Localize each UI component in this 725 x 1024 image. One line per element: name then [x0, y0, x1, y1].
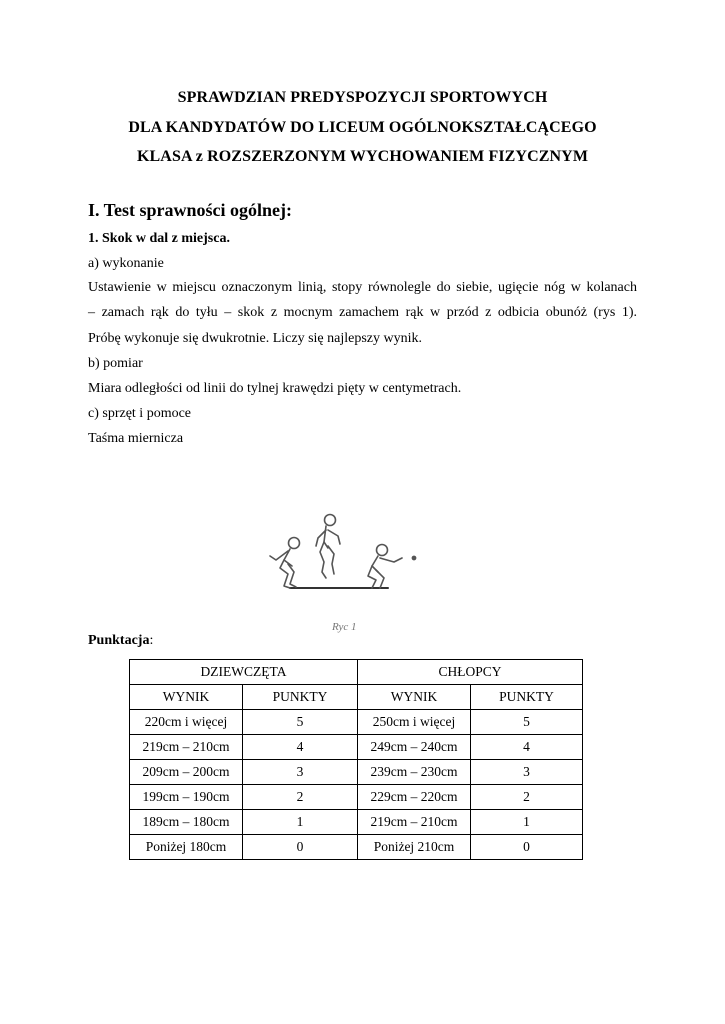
girls-result-cell: 189cm – 180cm — [130, 810, 243, 835]
boys-result-cell: 239cm – 230cm — [358, 760, 471, 785]
standing-long-jump-illustration — [260, 508, 440, 640]
document-title-line-1: SPRAWDZIAN PREDYSPOZYCJI SPORTOWYCH — [177, 89, 548, 106]
girls-points-cell: 1 — [243, 810, 358, 835]
table-column-header-row — [130, 685, 583, 710]
girls-result-cell: 220cm i więcej — [130, 710, 243, 735]
girls-result-cell: 219cm – 210cm — [130, 735, 243, 760]
boys-result-cell: Poniżej 210cm — [358, 835, 471, 860]
boys-points-cell: 1 — [471, 810, 583, 835]
table-row — [130, 785, 583, 810]
table-group-header-row — [130, 660, 583, 685]
scoring-table — [129, 659, 583, 860]
boys-points-cell: 2 — [471, 785, 583, 810]
boys-result-cell: 229cm – 220cm — [358, 785, 471, 810]
girls-points-cell: 2 — [243, 785, 358, 810]
figure-caption: Ryc 1 — [332, 621, 357, 633]
scoring-label — [88, 633, 153, 649]
execution-text-line-3: Próbę wykonuje się dwukrotnie. Liczy się najlepszy wynik. — [88, 331, 422, 346]
execution-label: a) wykonanie — [88, 256, 164, 271]
document-title-line-2: DLA KANDYDATÓW DO LICEUM OGÓLNOKSZTAŁCĄCEGO — [128, 119, 597, 136]
table-row — [130, 710, 583, 735]
boys-points-cell: 3 — [471, 760, 583, 785]
boys-result-cell: 219cm – 210cm — [358, 810, 471, 835]
table-row — [130, 760, 583, 785]
girls-points-cell: 4 — [243, 735, 358, 760]
measurement-text: Miara odległości od linii do tylnej krawędzi pięty w centymetrach. — [88, 381, 462, 396]
test-title: 1. Skok w dal z miejsca. — [88, 231, 230, 246]
boys-points-header: PUNKTY — [471, 685, 583, 710]
girls-points-cell: 0 — [243, 835, 358, 860]
girls-points-cell: 5 — [243, 710, 358, 735]
execution-text-line-1: Ustawienie w miejscu oznaczonym linią, stopy równolegle do siebie, ugięcie nóg w kolanach — [88, 280, 637, 295]
girls-points-cell: 3 — [243, 760, 358, 785]
girls-points-header: PUNKTY — [243, 685, 358, 710]
document-title-line-3: KLASA z ROZSZERZONYM WYCHOWANIEM FIZYCZNYM — [136, 148, 589, 165]
boys-points-cell: 0 — [471, 835, 583, 860]
table-row — [130, 835, 583, 860]
girls-result-header: WYNIK — [130, 685, 243, 710]
scoring-label-text: Punktacja — [88, 633, 150, 648]
boys-result-header: WYNIK — [358, 685, 471, 710]
scoring-label-colon: : — [149, 633, 154, 648]
boys-result-cell: 250cm i więcej — [358, 710, 471, 735]
boys-result-cell: 249cm – 240cm — [358, 735, 471, 760]
girls-result-cell: Poniżej 180cm — [130, 835, 243, 860]
measurement-label: b) pomiar — [88, 356, 143, 371]
jump-figure — [260, 508, 440, 640]
table-row — [130, 735, 583, 760]
girls-result-cell: 199cm – 190cm — [130, 785, 243, 810]
boys-header: CHŁOPCY — [358, 660, 583, 685]
girls-header: DZIEWCZĘTA — [130, 660, 358, 685]
boys-points-cell: 5 — [471, 710, 583, 735]
execution-text-line-2: – zamach rąk do tyłu – skok z mocnym zamachem rąk w przód z odbicia obunóż (rys 1). — [88, 305, 637, 320]
section-heading: I. Test sprawności ogólnej: — [88, 200, 293, 220]
boys-points-cell: 4 — [471, 735, 583, 760]
girls-result-cell: 209cm – 200cm — [130, 760, 243, 785]
equipment-label: c) sprzęt i pomoce — [88, 406, 192, 421]
equipment-text: Taśma miernicza — [88, 431, 184, 446]
table-row — [130, 810, 583, 835]
